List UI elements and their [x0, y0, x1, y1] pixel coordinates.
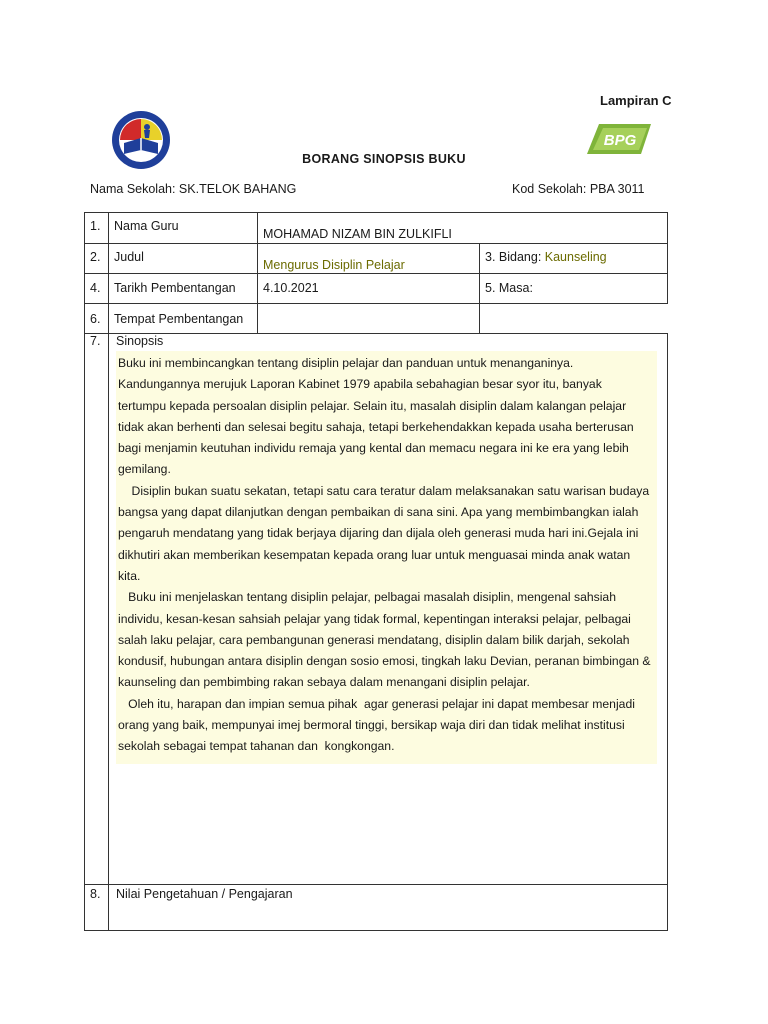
synopsis-cell	[109, 334, 668, 885]
field-label-masa: 5. Masa:	[480, 274, 668, 304]
field-label-date: Tarikh Pembentangan	[109, 274, 258, 304]
form-row-teacher	[85, 213, 668, 244]
synopsis-paragraph: Oleh itu, harapan dan impian semua pihak agar generasi pelajar ini dapat membesar menjadi orang yang baik, mempunyai imej bermoral tinggi, bersikap waja diri dan tidak melihat institusi sekolah sebagai tempat tahanan dan kongkongan.	[118, 696, 639, 754]
row-number: 4.	[85, 274, 109, 304]
field-label-synopsis: Sinopsis	[116, 334, 164, 348]
form-row-venue	[85, 304, 668, 334]
synopsis-text	[116, 351, 657, 764]
field-value-venue	[258, 304, 480, 334]
field-label-venue: Tempat Pembentangan	[109, 304, 258, 334]
synopsis-paragraph: Disiplin bukan suatu sekatan, tetapi satu cara teratur dalam melaksanakan satu warisan budaya bangsa yang dapat dilanjutkan dengan pembaikan di sana sini. Apa yang membimbangkan ialah pengaruh mendatang yang tidak berjaya dijaring dan dijala oleh generasi muda hari ini.Gejala ini dikhutiri akan memberikan kesempatan kepada orang luar untuk menguasai minda anak watan kita.	[118, 483, 653, 583]
school-name: Nama Sekolah: SK.TELOK BAHANG	[90, 182, 297, 196]
school-code: Kod Sekolah: PBA 3011	[512, 182, 645, 196]
row-number: 2.	[85, 244, 109, 274]
field-value-bidang: Kaunseling	[544, 250, 607, 264]
empty-cell	[480, 304, 668, 334]
synopsis-form	[84, 212, 668, 931]
synopsis-paragraph: Buku ini menjelaskan tentang disiplin pelajar, pelbagai masalah disiplin, mengenal sahsiah individu, kesan-kesan sahsiah pelajar yang tidak formal, kepentingan interaksi pelajar, pelbagai salah laku pelajar, cara pembangunan generasi mendatang, disiplin dalam bilik darjah, sekolah kondusif, hubungan antara disiplin dengan sosio emosi, tingkah laku Devian, peranan bimbingan & kaunseling dan pembimbing rakan sebaya dalam menangani disiplin pelajar.	[118, 590, 654, 690]
field-value-date: 4.10.2021	[258, 274, 480, 304]
field-value-title: Mengurus Disiplin Pelajar	[258, 244, 480, 274]
bpg-logo-icon	[585, 122, 653, 156]
row-number: 6.	[85, 304, 109, 334]
row-number: 1.	[85, 213, 109, 244]
field-label-values: Nilai Pengetahuan / Pengajaran	[109, 885, 668, 931]
field-label-title: Judul	[109, 244, 258, 274]
row-number: 8.	[85, 885, 109, 931]
field-label-teacher: Nama Guru	[109, 213, 258, 244]
synopsis-paragraph: Buku ini membincangkan tentang disiplin pelajar dan panduan untuk menanganinya. Kandungannya merujuk Laporan Kabinet 1979 apabila sebahagian besar syor itu, banyak tertumpu kepada persoalan disiplin pelajar. Selain itu, masalah disiplin dalam kalangan pelajar tidak akan berhenti dan selesai begitu sahaja, tetapi berkehendakkan kepada usaha berterusan bagi menjamin keutuhan individu remaja yang kental dan memacu negara ini ke era yang lebih gemilang.	[118, 356, 638, 477]
form-row-synopsis	[85, 334, 668, 885]
row-number: 7.	[85, 334, 109, 885]
form-row-values	[85, 885, 668, 931]
form-row-title	[85, 244, 668, 274]
field-value-teacher: MOHAMAD NIZAM BIN ZULKIFLI	[258, 213, 668, 244]
field-label-bidang: 3. Bidang:	[485, 250, 545, 264]
form-row-date	[85, 274, 668, 304]
field-bidang	[480, 244, 668, 274]
appendix-label: Lampiran C	[600, 93, 672, 108]
bpg-logo-text: BPG	[603, 132, 637, 149]
page-title: BORANG SINOPSIS BUKU	[302, 152, 466, 166]
